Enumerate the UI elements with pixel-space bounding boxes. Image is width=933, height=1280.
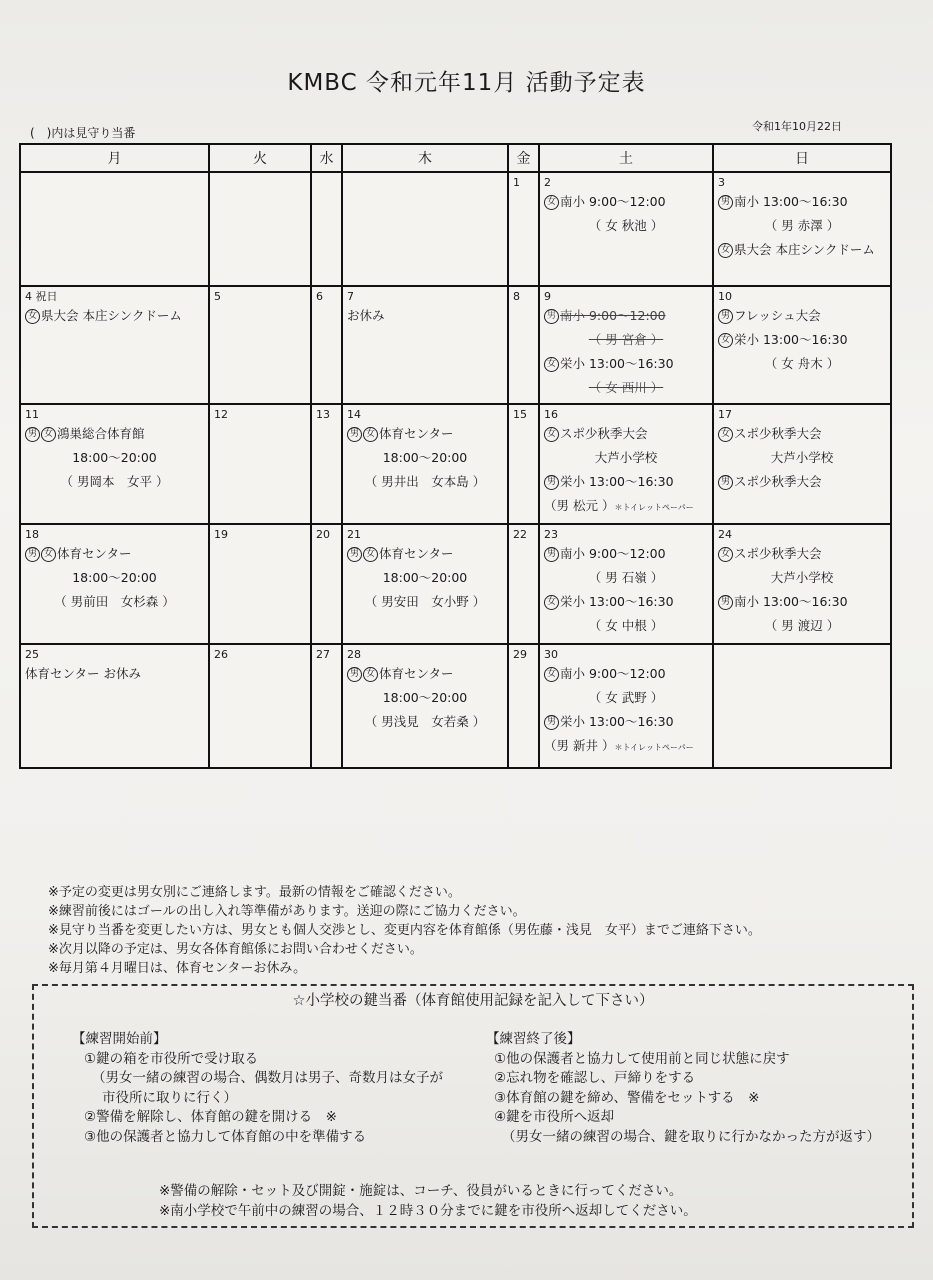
event-text: 体育センター xyxy=(57,546,132,561)
duty-text: （ 女 武野 ） xyxy=(588,690,664,705)
event-text-cancelled: 南小 9:00～12:00 xyxy=(560,308,666,323)
page-title: KMBC 令和元年11月 活動予定表 xyxy=(287,70,646,96)
after-step: （男女一緒の練習の場合、鍵を取りに行かなかった方が返す） xyxy=(502,1128,880,1145)
calendar-cell-empty xyxy=(311,172,342,286)
event-text: 体育センター xyxy=(379,426,454,441)
calendar-cell xyxy=(713,286,891,404)
duty-text: （ 男安田 女小野 ） xyxy=(364,594,486,609)
day-number: 24 xyxy=(718,528,732,541)
male-mark-icon: 男 xyxy=(544,547,559,562)
after-practice-heading: 【練習終了後】 xyxy=(486,1031,581,1047)
duty-text: （男 松元 ） xyxy=(544,498,615,513)
time-text: 18:00～20:00 xyxy=(382,570,468,585)
key-duty-box xyxy=(32,984,914,1228)
before-step: ③他の保護者と協力して体育館の中を準備する xyxy=(84,1128,367,1145)
weekday-sun: 日 xyxy=(713,144,891,172)
calendar-cell xyxy=(311,524,342,644)
day-number: 6 xyxy=(316,290,323,303)
female-mark-icon: 女 xyxy=(41,427,56,442)
event-text: 体育センター xyxy=(379,666,454,681)
day-number: 5 xyxy=(214,290,221,303)
note-item: ※次月以降の予定は、男女各体育館係にお問い合わせください。 xyxy=(48,942,423,957)
week-row xyxy=(20,286,891,404)
time-text: 18:00～20:00 xyxy=(382,690,468,705)
male-mark-icon: 男 xyxy=(544,309,559,324)
calendar-cell xyxy=(20,286,209,404)
weekday-header-row xyxy=(20,144,891,172)
notes-list xyxy=(48,883,761,978)
duty-text: （ 女 舟木 ） xyxy=(764,356,840,371)
female-mark-icon: 女 xyxy=(544,667,559,682)
male-mark-icon: 男 xyxy=(718,195,733,210)
duty-text: （男 新井 ） xyxy=(544,738,615,753)
time-text: 18:00～20:00 xyxy=(382,450,468,465)
activity-calendar xyxy=(19,143,892,769)
female-mark-icon: 女 xyxy=(718,427,733,442)
calendar-cell xyxy=(713,404,891,524)
event-text: 県大会 本庄シンクドーム xyxy=(734,242,875,257)
calendar-cell xyxy=(713,172,891,286)
day-number: 2 xyxy=(544,176,551,189)
calendar-cell xyxy=(508,644,539,768)
male-mark-icon: 男 xyxy=(25,547,40,562)
male-mark-icon: 男 xyxy=(347,547,362,562)
venue-text: 大芦小学校 xyxy=(770,450,834,465)
female-mark-icon: 女 xyxy=(544,357,559,372)
calendar-cell xyxy=(539,172,713,286)
female-mark-icon: 女 xyxy=(544,427,559,442)
event-text: スポ少秋季大会 xyxy=(734,474,822,489)
male-mark-icon: 男 xyxy=(718,475,733,490)
day-number: 19 xyxy=(214,528,228,541)
duty-text: （ 男前田 女杉森 ） xyxy=(54,594,175,609)
female-mark-icon: 女 xyxy=(718,333,733,348)
weekday-sat: 土 xyxy=(539,144,713,172)
event-text: スポ少秋季大会 xyxy=(560,426,648,441)
week-row xyxy=(20,524,891,644)
day-number: 10 xyxy=(718,290,732,303)
duty-text: （ 女 秋池 ） xyxy=(588,218,664,233)
female-mark-icon: 女 xyxy=(363,667,378,682)
female-mark-icon: 女 xyxy=(544,195,559,210)
day-number: 29 xyxy=(513,648,527,661)
event-text: 栄小 13:00～16:30 xyxy=(560,356,674,371)
duty-text: （ 男 渡辺 ） xyxy=(764,618,840,633)
day-number: 4 祝日 xyxy=(25,290,58,303)
female-mark-icon: 女 xyxy=(544,595,559,610)
duty-text: （ 男井出 女本島 ） xyxy=(364,474,486,489)
event-text: フレッシュ大会 xyxy=(734,308,821,323)
calendar-cell-empty xyxy=(713,644,891,768)
calendar-cell xyxy=(539,286,713,404)
note-item: ※練習前後にはゴールの出し入れ等準備があります。送迎の際にご協力ください。 xyxy=(48,904,526,919)
event-text: 南小 9:00～12:00 xyxy=(560,194,666,209)
calendar-cell xyxy=(20,524,209,644)
day-number: 25 xyxy=(25,648,39,661)
calendar-cell-empty xyxy=(209,172,311,286)
event-text: 栄小 13:00～16:30 xyxy=(734,332,848,347)
female-mark-icon: 女 xyxy=(363,547,378,562)
day-number: 23 xyxy=(544,528,558,541)
before-step: ①鍵の箱を市役所で受け取る xyxy=(84,1050,259,1067)
calendar-cell xyxy=(342,524,508,644)
day-number: 27 xyxy=(316,648,330,661)
calendar-cell-empty xyxy=(20,172,209,286)
male-mark-icon: 男 xyxy=(544,715,559,730)
calendar-cell-empty xyxy=(342,172,508,286)
note-item: ※見守り当番を変更したい方は、男女とも個人交渉とし、変更内容を体育館係（男佐藤・浅見 女平）までご連絡下さい。 xyxy=(48,923,761,938)
calendar-cell xyxy=(539,404,713,524)
calendar-cell xyxy=(20,404,209,524)
day-number: 17 xyxy=(718,408,732,421)
week-row xyxy=(20,644,891,768)
before-practice-section xyxy=(72,1030,443,1147)
event-text: スポ少秋季大会 xyxy=(734,546,822,561)
footnote: ※南小学校で午前中の練習の場合、１２時３０分までに鍵を市役所へ返却してください。 xyxy=(159,1202,697,1219)
male-mark-icon: 男 xyxy=(718,595,733,610)
supply-note: ＊トイレットペーパー xyxy=(614,503,694,512)
calendar-cell xyxy=(209,286,311,404)
calendar-cell xyxy=(311,644,342,768)
after-step: ③体育館の鍵を締め、警備をセットする ※ xyxy=(494,1089,760,1106)
day-number: 20 xyxy=(316,528,330,541)
weekday-fri: 金 xyxy=(508,144,539,172)
male-mark-icon: 男 xyxy=(347,667,362,682)
note-item: ※予定の変更は男女別にご連絡します。最新の情報をご確認ください。 xyxy=(48,885,461,900)
duty-text: （ 男岡本 女平 ） xyxy=(60,474,169,489)
day-number: 12 xyxy=(214,408,228,421)
before-step: 市役所に取りに行く） xyxy=(102,1089,237,1106)
event-text: 栄小 13:00～16:30 xyxy=(560,714,674,729)
male-mark-icon: 男 xyxy=(347,427,362,442)
day-number: 11 xyxy=(25,408,39,421)
footnote: ※警備の解除・セット及び開錠・施錠は、コーチ、役員がいるときに行ってください。 xyxy=(159,1183,683,1199)
after-practice-section xyxy=(486,1030,880,1147)
day-number: 21 xyxy=(347,528,361,541)
calendar-cell xyxy=(342,644,508,768)
venue-text: 大芦小学校 xyxy=(594,450,658,465)
female-mark-icon: 女 xyxy=(718,243,733,258)
day-number: 30 xyxy=(544,648,558,661)
duty-text: （ 男浅見 女若桑 ） xyxy=(364,714,486,729)
calendar-cell xyxy=(311,404,342,524)
day-number: 15 xyxy=(513,408,527,421)
weekday-mon: 月 xyxy=(20,144,209,172)
calendar-cell xyxy=(311,286,342,404)
after-step: ②忘れ物を確認し、戸締りをする xyxy=(494,1070,696,1086)
weekday-wed: 水 xyxy=(311,144,342,172)
weekday-thu: 木 xyxy=(342,144,508,172)
week-row xyxy=(20,404,891,524)
before-step: ②警備を解除し、体育館の鍵を開ける ※ xyxy=(84,1109,337,1125)
day-number: 26 xyxy=(214,648,228,661)
venue-text: 大芦小学校 xyxy=(770,570,834,585)
day-number: 16 xyxy=(544,408,558,421)
event-text: 鴻巣総合体育館 xyxy=(57,426,145,441)
time-text: 18:00～20:00 xyxy=(72,450,157,465)
calendar-cell xyxy=(508,404,539,524)
duty-text: （ 男 赤澤 ） xyxy=(764,218,840,233)
calendar-cell xyxy=(713,524,891,644)
event-text: 南小 13:00～16:30 xyxy=(734,194,848,209)
calendar-cell xyxy=(209,404,311,524)
key-duty-title: ☆小学校の鍵当番（体育館使用記録を記入して下さい） xyxy=(292,993,654,1009)
calendar-cell xyxy=(342,404,508,524)
male-mark-icon: 男 xyxy=(25,427,40,442)
event-text: 南小 13:00～16:30 xyxy=(734,594,848,609)
day-number: 8 xyxy=(513,290,520,303)
key-duty-footnotes xyxy=(159,1182,697,1221)
event-text: スポ少秋季大会 xyxy=(734,426,822,441)
week-row xyxy=(20,172,891,286)
calendar-cell xyxy=(209,644,311,768)
calendar-cell xyxy=(342,286,508,404)
duty-text: （ 男 石嶺 ） xyxy=(588,570,664,585)
day-number: 22 xyxy=(513,528,527,541)
event-text: 体育センター お休み xyxy=(25,666,141,681)
legend-note: ( )内は見守り当番 xyxy=(30,126,136,140)
female-mark-icon: 女 xyxy=(363,427,378,442)
calendar-cell xyxy=(209,524,311,644)
calendar-cell xyxy=(508,286,539,404)
female-mark-icon: 女 xyxy=(41,547,56,562)
calendar-cell xyxy=(508,524,539,644)
supply-note: ＊トイレットペーパー xyxy=(614,743,694,752)
event-text: 栄小 13:00～16:30 xyxy=(560,594,674,609)
time-text: 18:00～20:00 xyxy=(72,570,157,585)
male-mark-icon: 男 xyxy=(718,309,733,324)
event-text: お休み xyxy=(347,308,385,323)
day-number: 3 xyxy=(718,176,725,189)
note-item: ※毎月第４月曜日は、体育センターお休み。 xyxy=(48,961,307,976)
issue-date: 令和1年10月22日 xyxy=(752,120,842,133)
after-step: ①他の保護者と協力して使用前と同じ状態に戻す xyxy=(494,1050,790,1067)
day-number: 14 xyxy=(347,408,361,421)
before-step: （男女一緒の練習の場合、偶数月は男子、奇数月は女子が xyxy=(92,1070,443,1086)
event-text: 体育センター xyxy=(379,546,454,561)
male-mark-icon: 男 xyxy=(544,475,559,490)
event-text: 南小 9:00～12:00 xyxy=(560,666,666,681)
duty-text-cancelled: （ 女 西川 ） xyxy=(588,380,664,395)
calendar-cell xyxy=(508,172,539,286)
day-number: 18 xyxy=(25,528,39,541)
event-text: 栄小 13:00～16:30 xyxy=(560,474,674,489)
calendar-cell xyxy=(20,644,209,768)
event-text: 県大会 本庄シンクドーム xyxy=(41,308,182,323)
day-number: 13 xyxy=(316,408,330,421)
day-number: 28 xyxy=(347,648,361,661)
weekday-tue: 火 xyxy=(209,144,311,172)
female-mark-icon: 女 xyxy=(718,547,733,562)
day-number: 7 xyxy=(347,290,354,303)
day-number: 1 xyxy=(513,176,520,189)
after-step: ④鍵を市役所へ返却 xyxy=(494,1109,615,1125)
before-practice-heading: 【練習開始前】 xyxy=(72,1031,167,1047)
event-text: 南小 9:00～12:00 xyxy=(560,546,666,561)
duty-text: （ 女 中根 ） xyxy=(588,618,664,633)
calendar-cell xyxy=(539,524,713,644)
female-mark-icon: 女 xyxy=(25,309,40,324)
calendar-cell xyxy=(539,644,713,768)
day-number: 9 xyxy=(544,290,551,303)
duty-text-cancelled: （ 男 宮倉 ） xyxy=(588,332,664,347)
